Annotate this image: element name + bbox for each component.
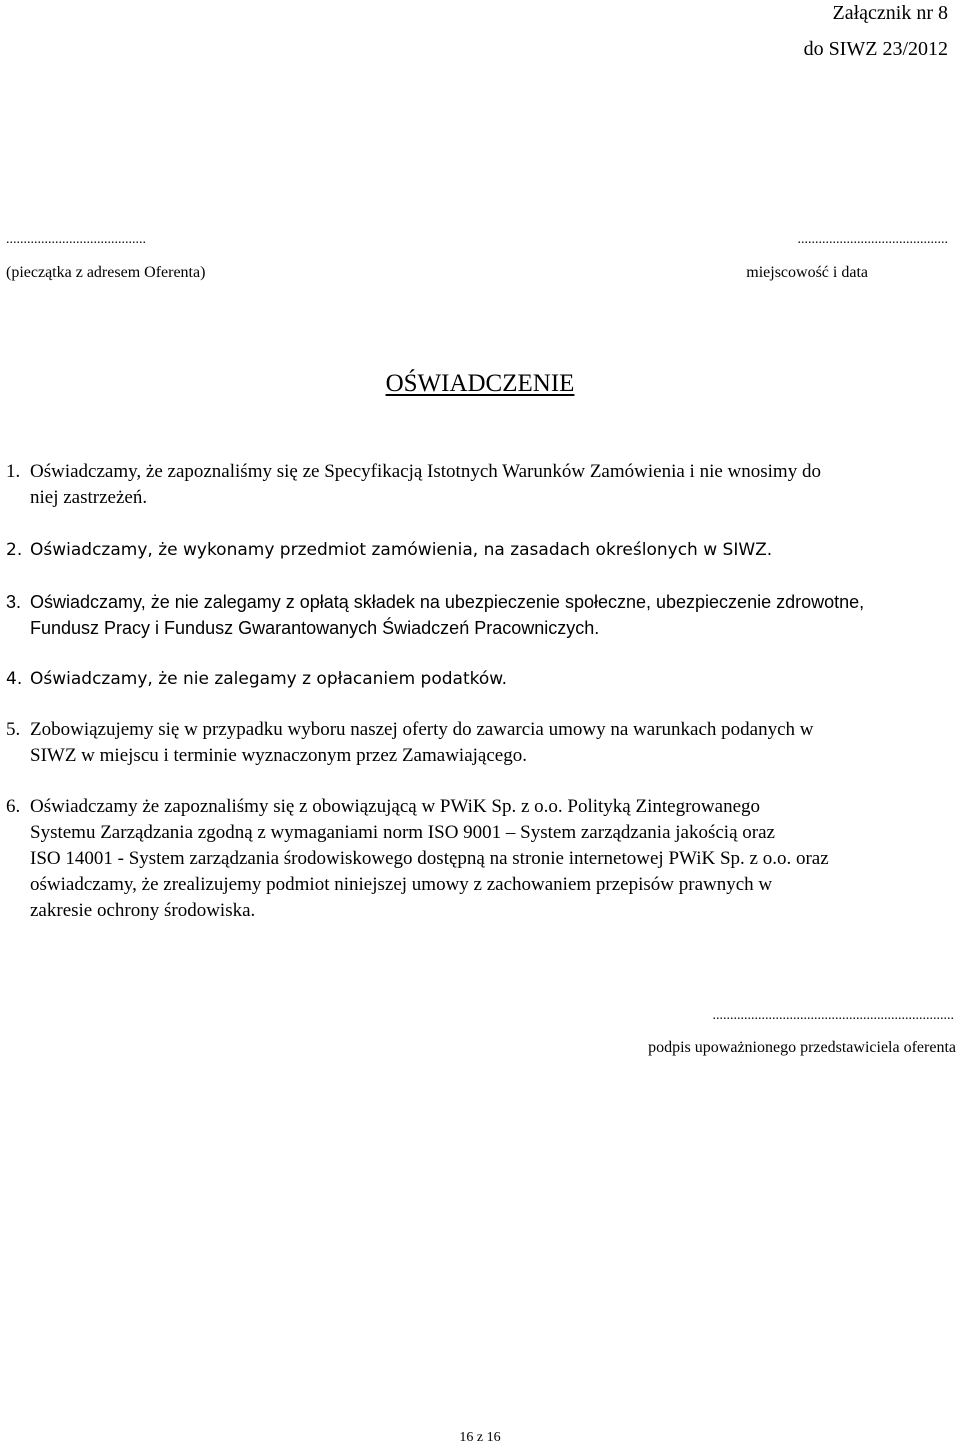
page-number: 16 z 16 [459,1430,501,1445]
item-number: 3. [6,592,22,612]
item-text-line: Systemu Zarządzania zgodną z wymaganiami norm ISO 9001 – System zarządzania jakością oraz [30,822,775,843]
place-date-dotted-line: ........................................... [797,232,948,247]
item-text-line: zakresie ochrony środowiska. [30,900,256,921]
item-text-line: ISO 14001 - System zarządzania środowiskowego dostępną na stronie internetowej PWiK Sp. z o.o. oraz [30,848,829,869]
item-text-line: Oświadczamy, że nie zalegamy z opłatą składek na ubezpieczenie społeczne, ubezpieczenie zdrowotne, [30,592,865,612]
item-number: 6. [6,796,21,817]
item-text-line: SIWZ w miejscu i terminie wyznaczonym przez Zamawiającego. [30,745,527,766]
item-text-line: Oświadczamy że zapoznaliśmy się z obowiązującą w PWiK Sp. z o.o. Polityką Zintegrowanego [30,796,760,817]
statement-item-6 [6,794,946,924]
item-text-line: oświadczamy, że zrealizujemy podmiot niniejszej umowy z zachowaniem przepisów prawnych w [30,874,773,895]
signature-label: podpis upoważnionego przedstawiciela oferenta [648,1039,956,1056]
item-number: 2. [6,540,23,560]
document-title: OŚWIADCZENIE [385,370,575,397]
item-number: 5. [6,719,21,740]
statement-item-3 [6,589,946,641]
stamp-label: (pieczątka z adresem Oferenta) [6,264,206,281]
item-text-line: Zobowiązujemy się w przypadku wyboru naszej oferty do zawarcia umowy na warunkach podanych w [30,719,814,740]
item-text-line: Oświadczamy, że wykonamy przedmiot zamówienia, na zasadach określonych w SIWZ. [30,540,773,560]
stamp-dotted-line: ........................................ [6,232,146,247]
annex-reference: do SIWZ 23/2012 [803,38,948,60]
place-date-label: miejscowość i data [746,264,868,281]
statement-item-1 [6,459,946,511]
annex-number: Załącznik nr 8 [832,2,948,24]
item-text-line: Oświadczamy, że nie zalegamy z opłacaniem podatków. [30,669,507,689]
item-text-line: Oświadczamy, że zapoznaliśmy się ze Specyfikacją Istotnych Warunków Zamówienia i nie wnosimy do [30,461,821,482]
item-number: 1. [6,461,21,482]
item-text-line: Fundusz Pracy i Fundusz Gwarantowanych Świadczeń Pracowniczych. [30,618,600,638]
statement-item-4 [6,666,946,692]
signature-dotted-line: ..................................................................... [712,1008,954,1023]
item-number: 4. [6,669,23,689]
item-text-line: niej zastrzeżeń. [30,487,148,508]
statement-item-2 [6,537,946,563]
statement-item-5 [6,717,946,769]
